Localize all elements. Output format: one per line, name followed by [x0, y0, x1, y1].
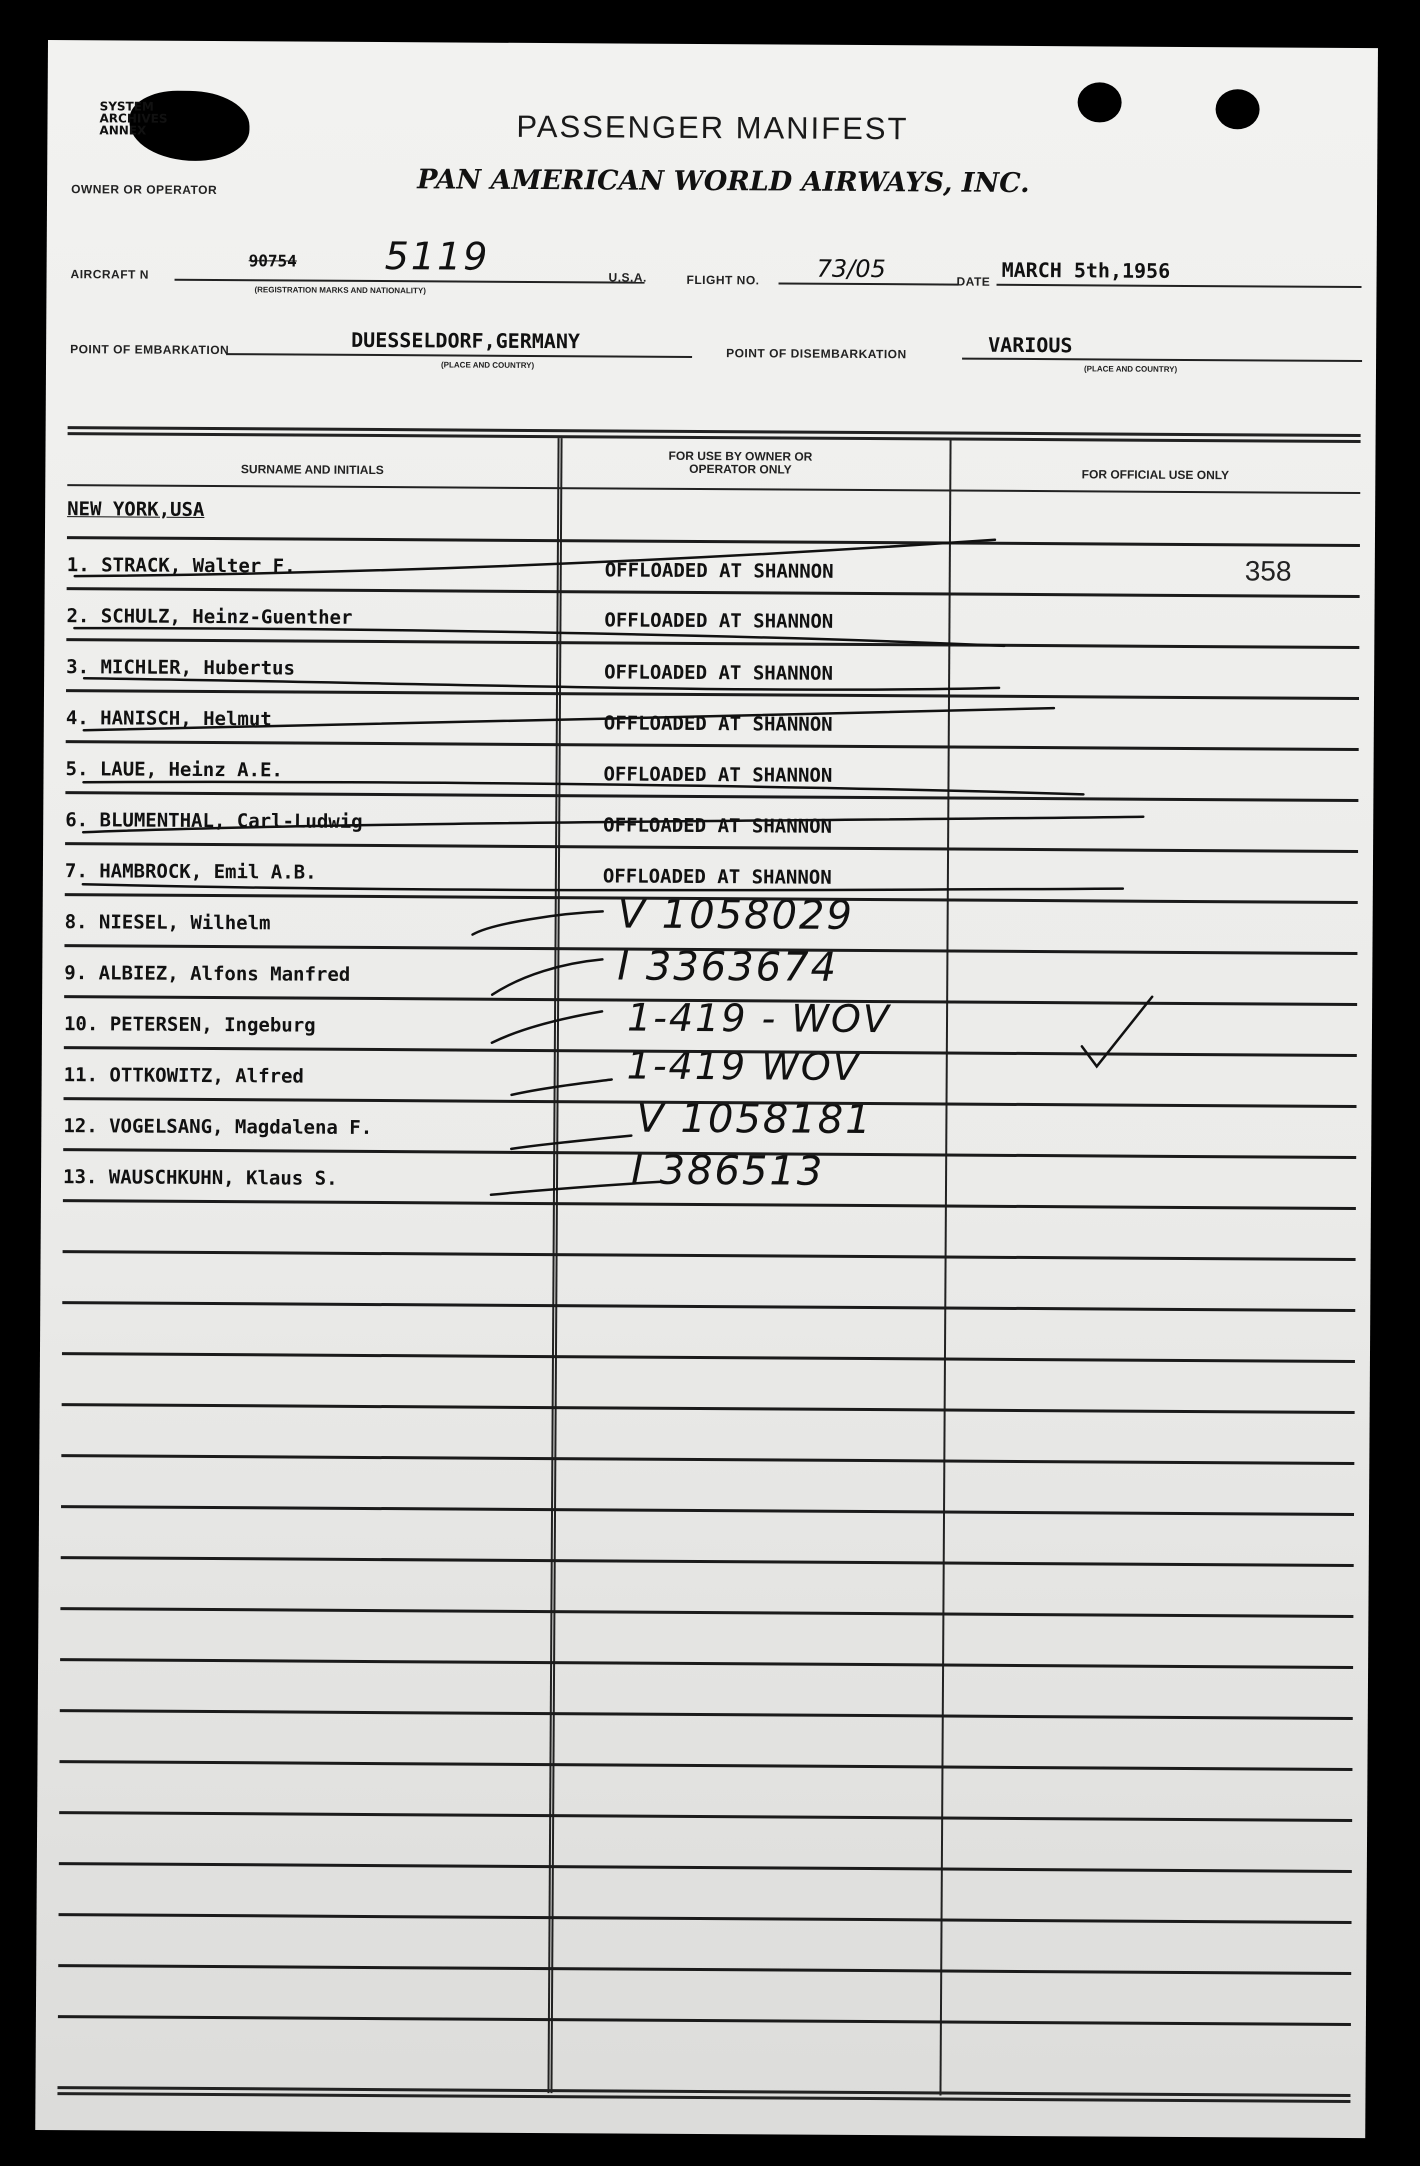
embarkation-label: POINT OF EMBARKATION	[70, 342, 230, 358]
passenger-note: V 1058029	[617, 891, 855, 939]
flight-number: 73/05	[816, 254, 886, 284]
passenger-note: OFFLOADED AT SHANNON	[603, 763, 833, 787]
passenger-note: OFFLOADED AT SHANNON	[604, 609, 834, 633]
handwritten-marks	[35, 40, 1378, 2138]
passenger-name: 7. HAMBROCK, Emil A.B.	[64, 860, 317, 884]
flight-label: FLIGHT NO.	[686, 272, 760, 288]
embarkation-place-note: (PLACE AND COUNTRY)	[440, 360, 535, 370]
column-header-owner-use: FOR USE BY OWNER OR OPERATOR ONLY	[668, 448, 813, 477]
destination-heading: NEW YORK,USA	[67, 498, 205, 521]
embarkation-value: DUESSELDORF,GERMANY	[351, 327, 581, 354]
passenger-note: I 386513	[630, 1147, 825, 1195]
passenger-name: 9. ALBIEZ, Alfons Manfred	[64, 962, 351, 986]
passenger-note: OFFLOADED AT SHANNON	[602, 865, 832, 889]
passenger-name: 12. VOGELSANG, Magdalena F.	[63, 1115, 373, 1140]
disembarkation-place-note: (PLACE AND COUNTRY)	[1083, 364, 1178, 374]
passenger-note: 1-419 - WOV	[626, 995, 891, 1042]
passenger-name: 1. STRACK, Walter F.	[66, 554, 296, 578]
usa-label: U.S.A.	[608, 270, 647, 285]
passenger-name: 4. HANISCH, Helmut	[65, 707, 272, 731]
disembarkation-value: VARIOUS	[988, 332, 1073, 358]
passenger-name: 11. OTTKOWITZ, Alfred	[63, 1064, 304, 1088]
manifest-sheet	[35, 40, 1378, 2138]
flight-date: MARCH 5th,1956	[1001, 257, 1171, 283]
owner-label: OWNER OR OPERATOR	[71, 182, 218, 198]
disembarkation-label: POINT OF DISEMBARKATION	[726, 346, 907, 362]
passenger-note: OFFLOADED AT SHANNON	[603, 814, 833, 838]
passenger-name: 3. MICHLER, Hubertus	[66, 656, 296, 680]
archive-stamp: SYSTEM ARCHIVES ANNEX	[99, 100, 209, 171]
passenger-note: OFFLOADED AT SHANNON	[604, 559, 834, 583]
aircraft-struck: 90754	[248, 251, 297, 271]
passenger-name: 8. NIESEL, Wilhelm	[64, 911, 271, 935]
passenger-name: 10. PETERSEN, Ingeburg	[63, 1013, 316, 1037]
aircraft-label: AIRCRAFT N	[70, 267, 149, 282]
aircraft-number: 5119	[384, 234, 490, 279]
passenger-note: 1-419 WOV	[626, 1043, 861, 1089]
passenger-note: I 3363674	[617, 943, 839, 991]
passenger-name: 5. LAUE, Heinz A.E.	[65, 758, 283, 782]
passenger-note: OFFLOADED AT SHANNON	[604, 661, 833, 685]
page-title: PASSENGER MANIFEST	[516, 108, 909, 147]
column-header-official-use: FOR OFFICIAL USE ONLY	[1081, 467, 1230, 483]
airline-name: PAN AMERICAN WORLD AIRWAYS, INC.	[417, 164, 1030, 199]
passenger-name: 2. SCHULZ, Heinz-Guenther	[66, 605, 353, 629]
passenger-name: 13. WAUSCHKUHN, Klaus S.	[62, 1166, 338, 1190]
official-number: 358	[1244, 555, 1292, 587]
column-header-surname: SURNAME AND INITIALS	[240, 462, 384, 478]
date-label: DATE	[956, 274, 991, 289]
passenger-note: V 1058181	[636, 1095, 873, 1144]
registration-note: (REGISTRATION MARKS AND NATIONALITY)	[254, 285, 426, 296]
passenger-note: OFFLOADED AT SHANNON	[603, 712, 833, 736]
passenger-name: 6. BLUMENTHAL, Carl-Ludwig	[65, 809, 363, 833]
